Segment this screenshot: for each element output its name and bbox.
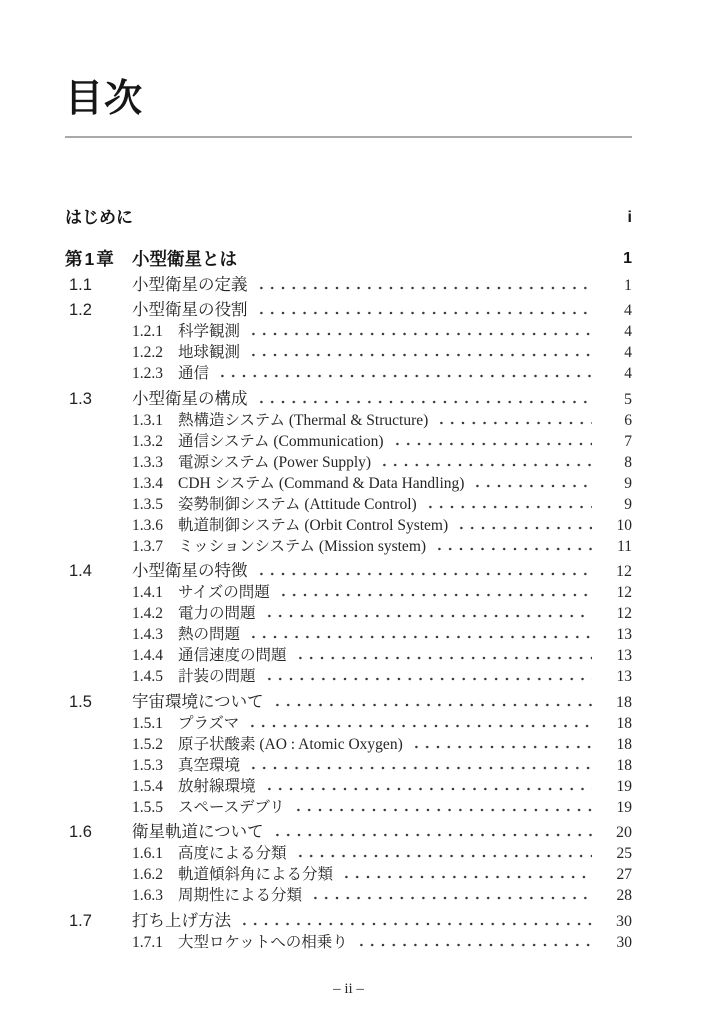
toc-entry-page: 8 bbox=[624, 453, 632, 471]
toc-entry-title: 原子状酸素 (AO : Atomic Oxygen) bbox=[178, 735, 403, 753]
toc-entry-title: ミッションシステム (Mission system) bbox=[178, 537, 427, 555]
toc-entry bbox=[65, 822, 632, 843]
toc-entry-title: 通信 bbox=[178, 365, 210, 382]
toc-entry-title: 小型衛星の役割 bbox=[132, 301, 248, 319]
toc-entry-page: 12 bbox=[616, 563, 632, 580]
toc-entry bbox=[65, 734, 632, 755]
toc-entry bbox=[65, 431, 632, 452]
toc-entry-page: 1 bbox=[623, 250, 632, 267]
toc-entry bbox=[65, 321, 632, 342]
toc-entry-page: 13 bbox=[616, 647, 632, 664]
toc-entry bbox=[65, 207, 632, 229]
toc-entry-page: 6 bbox=[624, 411, 632, 429]
toc-entry bbox=[65, 275, 632, 296]
toc-entry bbox=[65, 713, 632, 734]
toc-entry-number: 1.7 bbox=[69, 911, 92, 930]
toc-entry-page: 28 bbox=[616, 887, 632, 904]
dot-leader bbox=[293, 843, 592, 864]
toc-entry-number: 1.5.5 bbox=[132, 798, 163, 816]
toc-entry-number: 1.2.2 bbox=[132, 344, 163, 361]
dot-leader bbox=[254, 300, 593, 321]
toc-entry-number: 1.4.5 bbox=[132, 668, 163, 685]
dot-leader bbox=[262, 776, 592, 797]
toc-entry bbox=[65, 797, 632, 818]
toc-entry-title: 電源システム (Power Supply) bbox=[178, 453, 372, 471]
toc-entry bbox=[65, 582, 632, 603]
toc-entry bbox=[65, 843, 632, 864]
toc-entry-title: 熱の問題 bbox=[178, 626, 241, 643]
toc-entry-title: 電力の問題 bbox=[178, 605, 256, 622]
toc-entry-page: 4 bbox=[624, 365, 632, 382]
toc-entry-title: 宇宙環境について bbox=[132, 692, 264, 711]
toc-list bbox=[65, 207, 632, 953]
page-number-footer: – ii – bbox=[333, 980, 364, 997]
toc-entry bbox=[65, 452, 632, 473]
toc-entry bbox=[65, 389, 632, 410]
toc-entry-page: 19 bbox=[616, 798, 632, 816]
toc-entry-number: 1.6 bbox=[69, 823, 92, 841]
toc-entry-number: 1.5.2 bbox=[132, 735, 163, 753]
toc-entry-page: 13 bbox=[616, 626, 632, 643]
toc-entry-page: 5 bbox=[624, 390, 632, 408]
toc-entry-title: 通信速度の問題 bbox=[178, 647, 287, 664]
toc-entry-page: 18 bbox=[616, 693, 632, 711]
toc-entry bbox=[65, 248, 632, 270]
toc-entry-number: 1.2 bbox=[69, 301, 92, 319]
toc-entry-title: 放射線環境 bbox=[178, 777, 256, 795]
title-rule bbox=[65, 136, 632, 138]
toc-entry-number: 1.3 bbox=[69, 389, 92, 408]
toc-entry-page: 13 bbox=[616, 668, 632, 685]
toc-entry-page: 4 bbox=[624, 302, 632, 319]
dot-leader bbox=[291, 797, 592, 818]
toc-entry bbox=[65, 624, 632, 645]
toc-entry-title: 小型衛星とは bbox=[132, 249, 237, 269]
toc-entry bbox=[65, 776, 632, 797]
dot-leader bbox=[254, 275, 593, 296]
toc-entry-title: 熱構造システム (Thermal & Structure) bbox=[178, 411, 429, 429]
toc-entry-number: 1.4.2 bbox=[132, 605, 163, 622]
toc-entry-page: 4 bbox=[624, 344, 632, 361]
toc-entry-title: 真空環境 bbox=[178, 756, 241, 774]
toc-entry-title: 小型衛星の構成 bbox=[132, 389, 248, 408]
dot-leader bbox=[246, 321, 592, 342]
dot-leader bbox=[139, 207, 592, 229]
toc-entry-number: 1.4.3 bbox=[132, 626, 163, 643]
toc-entry-page: 18 bbox=[616, 735, 632, 753]
toc-entry-title: 大型ロケットへの相乗り bbox=[178, 933, 348, 951]
toc-entry bbox=[65, 864, 632, 885]
toc-entry-title: 軌道制御システム (Orbit Control System) bbox=[178, 516, 449, 534]
toc-entry-number: 1.4.4 bbox=[132, 647, 163, 664]
toc-entry-page: 4 bbox=[624, 323, 632, 340]
toc-entry bbox=[65, 494, 632, 515]
toc-entry bbox=[65, 515, 632, 536]
toc-entry-number: 1.6.3 bbox=[132, 887, 163, 904]
toc-entry-title: 高度による分類 bbox=[178, 845, 287, 862]
toc-entry-title: 打ち上げ方法 bbox=[132, 911, 231, 930]
dot-leader bbox=[262, 603, 592, 624]
dot-leader bbox=[237, 911, 592, 932]
toc-entry bbox=[65, 692, 632, 713]
toc-entry-number: 1.3.5 bbox=[132, 495, 163, 513]
toc-entry-page: 9 bbox=[624, 474, 632, 492]
toc-entry-title: プラズマ bbox=[178, 714, 240, 732]
toc-entry-title: 周期性による分類 bbox=[178, 887, 303, 904]
toc-entry bbox=[65, 561, 632, 582]
toc-entry-title: はじめに bbox=[65, 208, 133, 227]
dot-leader bbox=[470, 473, 592, 494]
dot-leader bbox=[432, 536, 592, 557]
dot-leader bbox=[423, 494, 592, 515]
toc-entry-number: 1.3.6 bbox=[132, 516, 163, 534]
toc-entry-title: スペースデブリ bbox=[178, 798, 285, 816]
dot-leader bbox=[215, 363, 592, 384]
toc-entry-number: 1.2.3 bbox=[132, 365, 163, 382]
toc-entry-page: i bbox=[627, 209, 632, 226]
toc-entry-number: 1.4 bbox=[69, 562, 92, 580]
toc-entry-number: 1.3.7 bbox=[132, 537, 163, 555]
dot-leader bbox=[308, 885, 592, 906]
toc-entry-number: 1.6.1 bbox=[132, 845, 163, 862]
toc-entry-title: サイズの問題 bbox=[178, 584, 270, 601]
toc-entry-number: 1.6.2 bbox=[132, 866, 163, 883]
dot-leader bbox=[409, 734, 592, 755]
toc-entry-page: 12 bbox=[616, 605, 632, 622]
dot-leader bbox=[246, 624, 592, 645]
toc-entry bbox=[65, 410, 632, 431]
dot-leader bbox=[246, 342, 592, 363]
dot-leader bbox=[245, 713, 592, 734]
toc-entry-page: 25 bbox=[616, 845, 632, 862]
toc-entry bbox=[65, 932, 632, 953]
dot-leader bbox=[293, 645, 592, 666]
toc-entry-number: 1.3.1 bbox=[132, 411, 163, 429]
dot-leader bbox=[339, 864, 592, 885]
toc-entry-number: 1.5.4 bbox=[132, 777, 163, 795]
dot-leader bbox=[276, 582, 592, 603]
toc-entry-number: 1.5.1 bbox=[132, 714, 163, 732]
toc-entry bbox=[65, 363, 632, 384]
toc-entry-page: 30 bbox=[616, 912, 632, 930]
dot-leader bbox=[454, 515, 592, 536]
toc-entry bbox=[65, 666, 632, 687]
toc-entry-page: 20 bbox=[616, 824, 632, 841]
toc-entry-page: 9 bbox=[624, 495, 632, 513]
toc-entry bbox=[65, 300, 632, 321]
toc-entry-title: 軌道傾斜角による分類 bbox=[178, 866, 334, 883]
dot-leader bbox=[254, 389, 593, 410]
toc-entry-title: 姿勢制御システム (Attitude Control) bbox=[178, 495, 417, 513]
toc-entry-number: 1.5.3 bbox=[132, 756, 163, 774]
toc-entry-number: 1.3.3 bbox=[132, 453, 163, 471]
toc-entry-number: 1.7.1 bbox=[132, 933, 163, 951]
toc-entry-page: 7 bbox=[624, 432, 632, 450]
toc-entry-number: 1.1 bbox=[69, 275, 92, 294]
toc-entry bbox=[65, 645, 632, 666]
toc-entry bbox=[65, 342, 632, 363]
toc-entry-number: 1.3.2 bbox=[132, 432, 163, 450]
toc-entry-page: 1 bbox=[624, 276, 632, 294]
dot-leader bbox=[246, 755, 592, 776]
toc-entry-title: 小型衛星の特徴 bbox=[132, 562, 248, 580]
toc-entry-number: 1.4.1 bbox=[132, 584, 163, 601]
toc-entry-page: 19 bbox=[616, 777, 632, 795]
dot-leader bbox=[434, 410, 592, 431]
toc-entry-number: 1.2.1 bbox=[132, 323, 163, 340]
toc-entry-page: 27 bbox=[616, 866, 632, 883]
dot-leader bbox=[262, 666, 592, 687]
toc-entry bbox=[65, 536, 632, 557]
toc-entry-page: 10 bbox=[616, 516, 632, 534]
toc-entry-title: 計装の問題 bbox=[178, 668, 256, 685]
dot-leader bbox=[354, 932, 592, 953]
dot-leader bbox=[270, 822, 592, 843]
toc-entry-title: 科学観測 bbox=[178, 323, 241, 340]
toc-entry-number: 1.3.4 bbox=[132, 474, 163, 492]
toc-entry bbox=[65, 911, 632, 932]
toc-entry-title: 衛星軌道について bbox=[132, 823, 264, 841]
toc-entry-number: 1.5 bbox=[69, 692, 92, 711]
toc-entry-title: 通信システム (Communication) bbox=[178, 432, 384, 450]
dot-leader bbox=[254, 561, 593, 582]
toc-entry bbox=[65, 473, 632, 494]
toc-entry-page: 18 bbox=[616, 756, 632, 774]
toc-entry-page: 30 bbox=[616, 933, 632, 951]
toc-entry bbox=[65, 603, 632, 624]
toc-entry-title: CDH システム (Command & Data Handling) bbox=[178, 474, 465, 492]
dot-leader bbox=[390, 431, 592, 452]
dot-leader bbox=[270, 692, 592, 713]
dot-leader bbox=[243, 248, 592, 270]
toc-entry-title: 地球観測 bbox=[178, 344, 241, 361]
toc-entry bbox=[65, 885, 632, 906]
toc-entry-page: 12 bbox=[616, 584, 632, 601]
toc-entry-title: 小型衛星の定義 bbox=[132, 275, 248, 294]
toc-entry-number: 第1章 bbox=[65, 249, 116, 269]
toc-entry-page: 18 bbox=[616, 714, 632, 732]
toc-entry-page: 11 bbox=[617, 537, 632, 555]
page-title: 目次 bbox=[65, 78, 144, 120]
toc-entry bbox=[65, 755, 632, 776]
dot-leader bbox=[377, 452, 592, 473]
